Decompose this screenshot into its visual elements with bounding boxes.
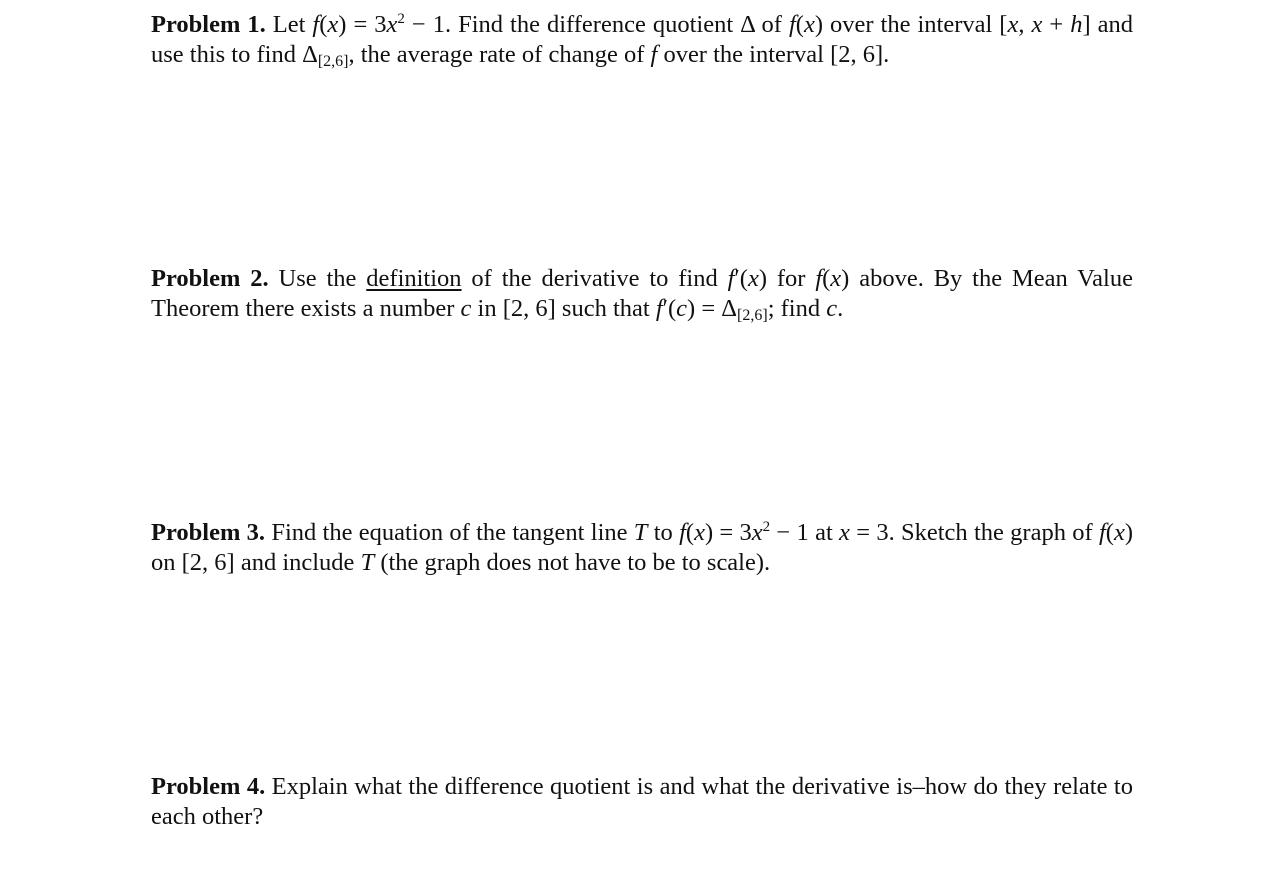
subscript: [2,6] <box>317 53 349 70</box>
math-var: x <box>839 519 850 546</box>
math-var: x <box>694 519 705 546</box>
text-run: , <box>1018 11 1032 38</box>
text-run: ) = 3 <box>704 519 752 546</box>
math-var: x <box>1031 11 1043 38</box>
text-run: ′( <box>662 295 677 322</box>
problem-1 <box>151 10 1133 77</box>
math-var: f <box>815 265 823 292</box>
text-run: ) = Δ <box>687 295 738 322</box>
math-var: c <box>460 295 472 322</box>
text-run: Find the equation of the tangent line <box>271 519 634 546</box>
problem-4-title: Problem 4. <box>151 773 266 800</box>
text-run: = 3. Sketch the graph of <box>849 519 1099 546</box>
text-run: . <box>837 295 844 322</box>
text-run: ( <box>1105 519 1114 546</box>
text-run: (the graph does not have to be to scale). <box>374 549 771 576</box>
text-run: ( <box>822 265 831 292</box>
math-var: f <box>679 519 686 546</box>
text-run: + <box>1042 11 1071 38</box>
text-run: ( <box>795 11 804 38</box>
text-run: to <box>647 519 680 546</box>
math-var: f <box>655 295 663 322</box>
text-run: , the average rate of change of <box>348 41 651 68</box>
math-var: c <box>826 295 838 322</box>
problem-4 <box>151 772 1133 832</box>
text-run: over the interval [2, 6]. <box>657 41 890 68</box>
text-run: ) for <box>758 265 816 292</box>
text-run: Let <box>272 11 313 38</box>
math-var: T <box>360 549 375 576</box>
problem-2 <box>151 264 1133 331</box>
exponent: 2 <box>762 519 771 535</box>
text-run: ) over the interval [ <box>814 11 1008 38</box>
text-run: − 1 at <box>770 519 840 546</box>
math-var: x <box>1113 519 1125 546</box>
text-run: ; find <box>767 295 827 322</box>
math-var: f <box>727 265 735 292</box>
text-run: ] and use this to find Δ <box>151 11 1133 68</box>
text-run: ( <box>319 11 328 38</box>
math-var: f <box>788 11 796 38</box>
math-var: x <box>386 11 398 38</box>
math-var: x <box>327 11 339 38</box>
problem-3 <box>151 518 1133 578</box>
text-run: ′( <box>734 265 748 292</box>
exponent: 2 <box>397 11 405 27</box>
text-run: in [2, 6] such that <box>471 295 656 322</box>
math-var: x <box>803 11 815 38</box>
subscript: [2,6] <box>737 307 768 324</box>
math-var: f <box>1098 519 1106 546</box>
math-var: x <box>747 265 759 292</box>
math-var: x <box>751 519 763 546</box>
underlined-word: definition <box>366 265 462 292</box>
math-var: h <box>1070 11 1083 38</box>
text-run: of the derivative to find <box>461 265 728 292</box>
math-var: x <box>1007 11 1019 38</box>
math-var: f <box>650 41 658 68</box>
problem-2-title: Problem 2. <box>151 265 269 292</box>
text-run: ) above. By the Mean Value Theorem there exists a number <box>151 265 1133 322</box>
text-run: Use the <box>278 265 367 292</box>
text-run: ) on [2, 6] and include <box>151 519 1133 576</box>
text-run: − 1. Find the difference quotient Δ of <box>404 11 789 38</box>
math-var: T <box>633 519 648 546</box>
problem-4-text: Explain what the difference quotient is and what the derivative is–how do they relate to each other? <box>151 773 1133 830</box>
text-run: ( <box>685 519 695 546</box>
math-var: f <box>312 11 320 38</box>
problem-3-title: Problem 3. <box>151 519 266 546</box>
problem-1-title: Problem 1. <box>151 11 266 38</box>
text-run: ) = 3 <box>338 11 387 38</box>
math-var: x <box>830 265 842 292</box>
math-var: c <box>676 295 688 322</box>
